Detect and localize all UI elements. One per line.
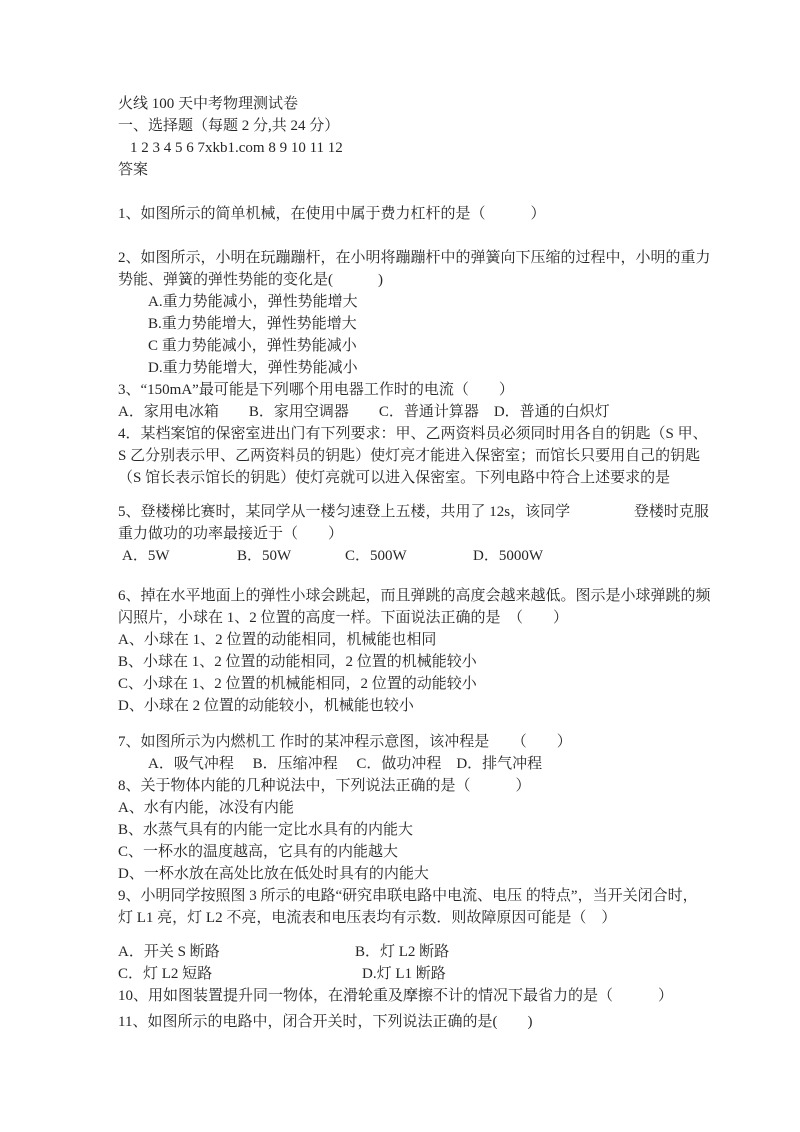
question-2-option-a: A.重力势能减小，弹性势能增大	[148, 294, 358, 310]
question-9-line-2: 灯 L1 亮，灯 L2 不亮，电流表和电压表均有示数．则故障原因可能是（ ）	[118, 910, 617, 926]
question-6-option-d: D、小球在 2 位置的动能较小，机械能也较小	[118, 698, 414, 714]
question-4-line-3: （S 馆长表示馆长的钥匙）使灯亮就可以进入保密室。下列电路中符合上述要求的是	[118, 470, 671, 486]
question-2-line-1: 2、如图所示，小明在玩蹦蹦杆，在小明将蹦蹦杆中的弹簧向下压缩的过程中，小明的重力	[118, 250, 711, 266]
question-5-line-1: 5、登楼梯比赛时，某同学从一楼匀速登上五楼，共用了 12s，该同学 登楼时克服	[118, 504, 709, 520]
question-3-options: A．家用电冰箱 B．家用空调器 C．普通计算器 D．普通的白炽灯	[118, 404, 610, 420]
question-6-line-1: 6、掉在水平地面上的弹性小球会跳起，而且弹跳的高度会越来越低。图示是小球弹跳的频	[118, 588, 711, 604]
question-5-option-d: D．5000W	[473, 548, 543, 564]
question-9-options-row-1	[118, 941, 700, 963]
question-5-options-row	[118, 545, 700, 567]
answer-label: 答案	[118, 162, 149, 178]
question-8-option-a: A、水有内能，冰没有内能	[118, 800, 294, 816]
question-6-option-b: B、小球在 1、2 位置的动能相同，2 位置的机械能较小	[118, 654, 477, 670]
question-6-option-c: C、小球在 1、2 位置的机械能相同，2 位置的动能较小	[118, 676, 477, 692]
question-11-text: 11、如图所示的电路中，闭合开关时，下列说法正确的是( )	[118, 1014, 533, 1030]
question-6-line-2: 闪照片，小球在 1、2 位置的高度一样。下面说法正确的是 （ ）	[118, 610, 569, 626]
question-5-option-b: B．50W	[237, 548, 292, 564]
question-3-text: 3、“150mA”最可能是下列哪个用电器工作时的电流（ ）	[118, 382, 514, 398]
question-2-line-2: 势能、弹簧的弹性势能的变化是( )	[118, 272, 383, 288]
question-7-options: A．吸气冲程 B．压缩冲程 C．做功冲程 D．排气冲程	[148, 756, 543, 772]
question-9-options-row-2	[118, 963, 700, 985]
question-5-line-2: 重力做功的功率最接近于（ ）	[118, 526, 344, 542]
question-8-option-b: B、水蒸气具有的内能一定比水具有的内能大	[118, 822, 414, 838]
question-5-option-c: C．500W	[345, 548, 407, 564]
question-7-text: 7、如图所示为内燃机工 作时的某冲程示意图，该冲程是 （ ）	[118, 734, 572, 750]
question-8-text: 8、关于物体内能的几种说法中，下列说法正确的是（ ）	[118, 778, 531, 794]
question-9-option-b: B．灯 L2 断路	[355, 944, 450, 960]
question-10-text: 10、用如图装置提升同一物体，在滑轮重及摩擦不计的情况下最省力的是（ ）	[118, 988, 674, 1004]
question-9-option-c: C．灯 L2 短路	[118, 966, 213, 982]
question-1-text: 1、如图所示的简单机械，在使用中属于费力杠杆的是（ ）	[118, 206, 546, 222]
question-index-row: 1 2 3 4 5 6 7xkb1.com 8 9 10 11 12	[130, 140, 343, 156]
question-5-option-a: A．5W	[122, 548, 170, 564]
document-title: 火线 100 天中考物理测试卷	[118, 96, 299, 112]
question-6-option-a: A、小球在 1、2 位置的动能相同，机械能也相同	[118, 632, 437, 648]
question-4-line-2: S 乙分别表示甲、乙两资料员的钥匙）使灯亮才能进入保密室；而馆长只要用自己的钥匙	[118, 448, 701, 464]
question-2-option-d: D.重力势能增大，弹性势能减小	[148, 360, 358, 376]
question-8-option-d: D、一杯水放在高处比放在低处时具有的内能大	[118, 866, 429, 882]
question-4-line-1: 4．某档案馆的保密室进出门有下列要求：甲、乙两资料员必须同时用各自的钥匙（S 甲、	[118, 426, 708, 442]
question-9-line-1: 9、小明同学按照图 3 所示的电路“研究串联电路中电流、电压 的特点”，当开关闭合时，	[118, 888, 698, 904]
question-2-option-b: B.重力势能增大，弹性势能增大	[148, 316, 357, 332]
section-heading: 一、选择题（每题 2 分,共 24 分）	[118, 118, 340, 134]
question-8-option-c: C、一杯水的温度越高，它具有的内能越大	[118, 844, 399, 860]
question-9-option-a: A．开关 S 断路	[118, 944, 220, 960]
question-2-option-c: C 重力势能减小，弹性势能减小	[148, 338, 357, 354]
question-9-option-d: D.灯 L1 断路	[362, 966, 446, 982]
